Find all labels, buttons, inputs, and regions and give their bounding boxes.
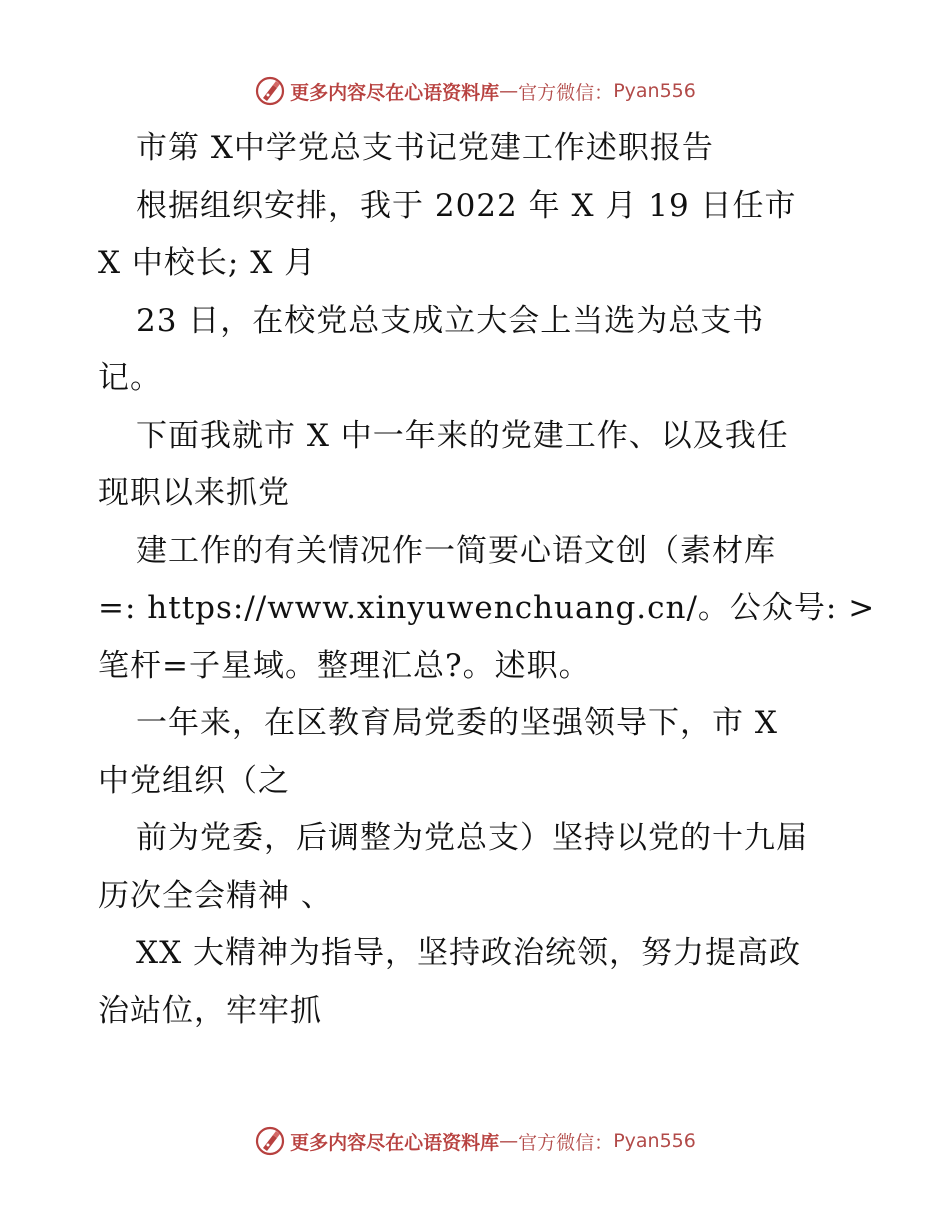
paragraph-line: X 中校长; X 月 xyxy=(98,245,317,281)
document-body xyxy=(98,120,876,1040)
pen-nib-logo-icon xyxy=(254,75,286,107)
paragraph-line: 历次全会精神 、 xyxy=(98,877,333,914)
watermark-label: 官方微信： xyxy=(518,1131,614,1154)
watermark-separator: — xyxy=(499,1130,519,1152)
paragraph-line: 中党组织（之 xyxy=(98,762,290,799)
watermark-label: 官方微信： xyxy=(518,81,614,104)
paragraph-line: 笔杆=子星域。整理汇总?。述职。 xyxy=(98,647,591,684)
paragraph-line: XX 大精神为指导，坚持政治统领，努力提高政 xyxy=(136,935,801,971)
document-title: 市第 X中学党总支书记党建工作述职报告 xyxy=(136,130,714,166)
paragraph-line: 建工作的有关情况作一简要心语文创（素材库 xyxy=(136,532,776,569)
watermark-main-text: 更多内容尽在心语资料库 xyxy=(290,81,500,104)
header-watermark xyxy=(0,74,950,108)
paragraph-line-url: =: https://www.xinyuwenchuang.cn/。公众号: > xyxy=(98,590,876,626)
paragraph-line: 一年来，在区教育局党委的坚强领导下，市 X xyxy=(136,705,778,741)
paragraph-line: 现职以来抓党 xyxy=(98,475,290,511)
paragraph-line: 23 日，在校党总支成立大会上当选为总支书 xyxy=(136,302,765,339)
paragraph-line: 前为党委，后调整为党总支）坚持以党的十九届 xyxy=(136,820,808,856)
paragraph-line: 下面我就市 X 中一年来的党建工作、以及我任 xyxy=(136,417,789,454)
watermark-wechat-id: Pyan556 xyxy=(613,1130,696,1152)
paragraph-line: 治站位，牢牢抓 xyxy=(98,992,322,1029)
paragraph-line: 根据组织安排，我于 2022 年 X 月 19 日任市 xyxy=(136,187,797,224)
watermark-wechat-id: Pyan556 xyxy=(613,80,696,102)
footer-watermark xyxy=(0,1124,950,1158)
watermark-main-text: 更多内容尽在心语资料库 xyxy=(290,1131,500,1154)
watermark-separator: — xyxy=(499,80,519,102)
paragraph-line: 记。 xyxy=(98,360,162,396)
pen-nib-logo-icon xyxy=(254,1125,286,1157)
